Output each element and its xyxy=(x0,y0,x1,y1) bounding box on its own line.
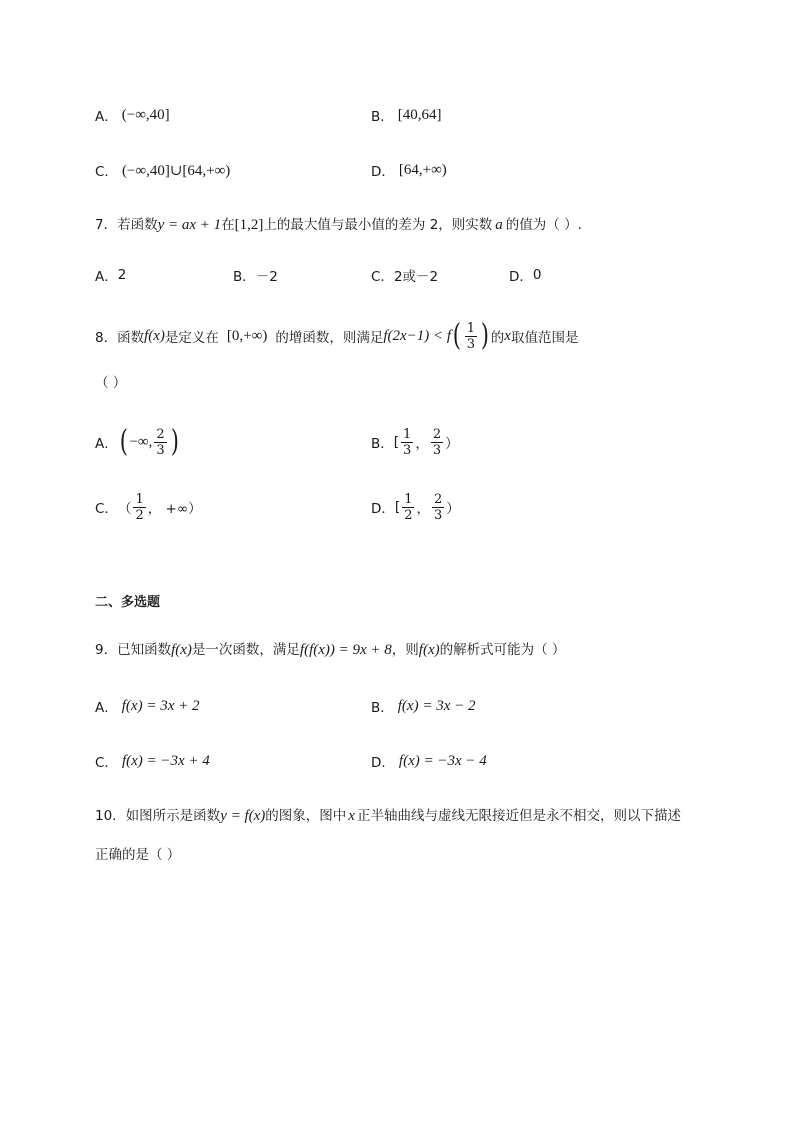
q9-equation: f(f(x)) = 9x + 8 xyxy=(299,642,392,658)
bracket: （ xyxy=(117,501,132,517)
separator: ， +∞） xyxy=(147,501,202,517)
option-text: 2或－2 xyxy=(393,269,439,285)
q9-fx-2: f(x) xyxy=(418,642,440,658)
option-label: C． xyxy=(95,501,118,517)
q8-text-5: 取值范围是 xyxy=(510,330,579,346)
section-title: 二、多选题 xyxy=(95,595,161,610)
q9-option-d[interactable] xyxy=(371,751,487,771)
q7-variable: a xyxy=(495,217,503,233)
option-text: f(x) = −3x + 4 xyxy=(121,752,210,769)
fraction: $\frac{2}{3}$ xyxy=(433,491,443,523)
q9-text-1: 已知函数 xyxy=(117,642,172,658)
q7-option-c[interactable] xyxy=(371,265,438,285)
q9-option-c[interactable] xyxy=(95,751,210,771)
option-label: D． xyxy=(371,164,395,180)
option-text: 0 xyxy=(532,267,542,283)
q8-option-c[interactable] xyxy=(95,485,202,529)
q9-text-4: 的解析式可能为（ ） xyxy=(439,642,566,658)
q9-option-b[interactable] xyxy=(371,696,475,716)
fraction: $\frac{1}{2}$ xyxy=(404,491,413,523)
option-label: B． xyxy=(371,436,394,452)
option-text: (−∞,40] xyxy=(121,106,170,123)
q7-text-4: 的值为（ ）. xyxy=(505,217,582,233)
q9-fx: f(x) xyxy=(171,642,192,658)
q6-option-d[interactable] xyxy=(371,160,447,180)
bracket: ） xyxy=(446,501,460,517)
q10-text-3: 正半轴曲线与虚线无限接近但是永不相交，则以下描述 xyxy=(356,808,681,824)
q9-option-a[interactable] xyxy=(95,696,199,716)
q9-text-2: 是一次函数，满足 xyxy=(191,642,300,658)
bracket: ） xyxy=(445,436,459,452)
left-paren: ( xyxy=(119,424,128,459)
option-label: B． xyxy=(233,269,256,285)
q8-text-1: 函数 xyxy=(117,330,145,346)
option-text: [64,+∞) xyxy=(398,161,447,178)
right-paren: ) xyxy=(170,424,179,459)
option-text: [40,64] xyxy=(397,106,442,123)
q9-stem xyxy=(95,640,565,660)
q10-stem-line-1 xyxy=(95,806,681,826)
option-label: A． xyxy=(95,436,118,452)
option-label: A． xyxy=(95,700,118,716)
q7-text-1: 若函数 xyxy=(117,217,158,233)
option-label: B． xyxy=(371,700,394,716)
q10-expression: y = f(x) xyxy=(220,808,266,824)
q8-fraction: $\frac{1}{3}$ xyxy=(466,320,476,352)
option-label: B． xyxy=(371,109,394,125)
q7-expression: y = ax + 1 xyxy=(157,217,222,233)
option-text: 2 xyxy=(117,267,127,283)
option-label: A． xyxy=(95,109,118,125)
q10-variable: x xyxy=(348,808,355,824)
q6-option-b[interactable] xyxy=(371,105,442,125)
option-label: D． xyxy=(371,755,395,771)
option-label: C． xyxy=(371,269,394,285)
q8-answer-paren: （ ） xyxy=(95,375,127,391)
q7-text-3: 上的最大值与最小值的差为 2，则实数 xyxy=(263,217,493,233)
q10-text-1: 10．如图所示是函数 xyxy=(95,808,221,824)
q8-stem xyxy=(95,314,578,358)
q8-option-a[interactable] xyxy=(95,420,180,464)
q8-option-d[interactable] xyxy=(371,485,460,529)
option-text: (−∞,40]∪[64,+∞) xyxy=(121,162,231,179)
fraction: $\frac{1}{3}$ xyxy=(403,426,412,458)
bracket: [ xyxy=(394,499,401,515)
q8-domain: [0,+∞) xyxy=(226,327,268,344)
option-text: f(x) = 3x + 2 xyxy=(121,697,200,714)
q8-text-4: 的 xyxy=(490,330,505,346)
q9-text-3: ，则 xyxy=(391,642,419,658)
option-text: −∞, xyxy=(129,433,153,450)
separator: ， xyxy=(415,436,429,452)
bracket: [ xyxy=(393,434,400,450)
option-label: A． xyxy=(95,269,118,285)
q10-text-2: 的图象，图中 xyxy=(265,808,347,824)
right-paren: ) xyxy=(480,318,490,353)
fraction: $\frac{2}{3}$ xyxy=(432,426,442,458)
q8-text-3: 的增函数，则满足 xyxy=(275,330,384,346)
option-label: D． xyxy=(371,501,395,517)
option-text: f(x) = 3x − 2 xyxy=(397,697,476,714)
q8-text-2: 是定义在 xyxy=(164,330,219,346)
q6-option-c[interactable] xyxy=(95,160,230,180)
q8-inequality: f(2x−1) < f xyxy=(383,327,452,344)
option-label: C． xyxy=(95,164,118,180)
q7-option-a[interactable] xyxy=(95,265,126,285)
q8-option-b[interactable] xyxy=(371,420,459,464)
q8-number: 8． xyxy=(95,330,118,346)
q7-interval: [1,2] xyxy=(234,217,264,233)
fraction: $\frac{2}{3}$ xyxy=(156,426,165,458)
q7-option-d[interactable] xyxy=(509,265,542,285)
q7-number: 7． xyxy=(95,217,118,233)
q8-variable: x xyxy=(504,327,511,344)
option-text: f(x) = −3x − 4 xyxy=(398,752,487,769)
q8-fx: f(x) xyxy=(144,327,165,344)
q7-text-2: 在 xyxy=(221,217,235,233)
option-text: －2 xyxy=(255,269,278,285)
option-label: D． xyxy=(509,269,533,285)
option-label: C． xyxy=(95,755,118,771)
q6-option-a[interactable] xyxy=(95,105,170,125)
q9-number: 9． xyxy=(95,642,118,658)
q7-stem xyxy=(95,215,582,235)
left-paren: ( xyxy=(452,318,462,353)
separator: ， xyxy=(416,501,430,517)
q7-option-b[interactable] xyxy=(233,265,278,285)
fraction: $\frac{1}{2}$ xyxy=(135,491,144,523)
q10-stem-line-2: 正确的是（ ） xyxy=(95,847,181,863)
